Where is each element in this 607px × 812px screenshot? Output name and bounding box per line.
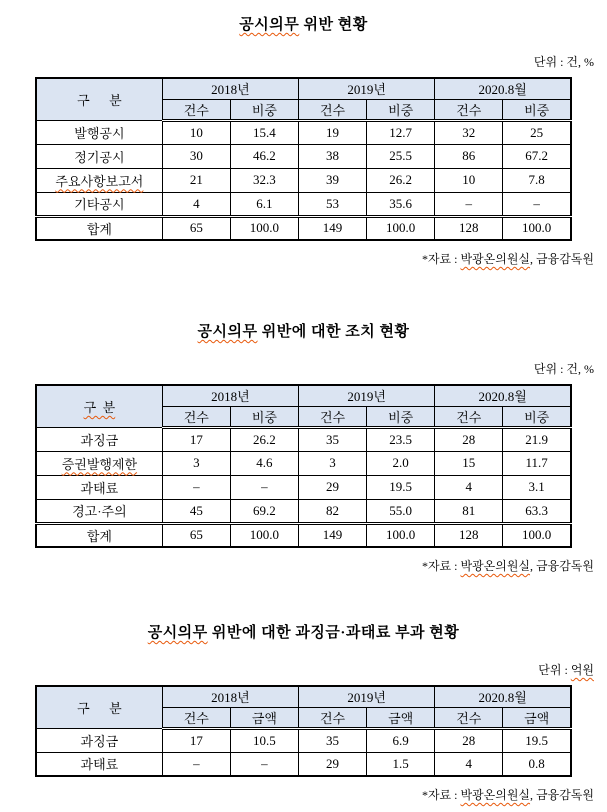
row-label: 경고·주의 xyxy=(36,499,162,523)
cell-value: 25.5 xyxy=(367,144,435,168)
section-title xyxy=(0,621,607,642)
title-rest-text: 위반에 대한 조치 현황 xyxy=(257,324,410,340)
measures-status-table xyxy=(35,384,572,548)
table-row xyxy=(36,475,571,499)
cell-value: 15.4 xyxy=(230,120,298,144)
year-header-row xyxy=(36,686,571,707)
cell-value: 4 xyxy=(435,752,503,776)
cell-value: 11.7 xyxy=(503,451,571,475)
section-penalty-fine-status xyxy=(0,621,607,803)
category-header: 구 분 xyxy=(36,385,162,427)
year-header-2019: 2019년 xyxy=(298,385,434,406)
cell-value: 1.5 xyxy=(367,752,435,776)
cell-value: 35 xyxy=(298,427,366,451)
table-row xyxy=(36,120,571,144)
cell-value: 28 xyxy=(435,728,503,752)
sub-header: 비중 xyxy=(230,406,298,427)
cell-value: 10.5 xyxy=(230,728,298,752)
row-label: 기타공시 xyxy=(36,192,162,216)
unit-label: 단위 : 건, % xyxy=(533,362,594,376)
cell-value: 65 xyxy=(162,523,230,547)
section-title xyxy=(0,13,607,34)
cell-value: – xyxy=(435,192,503,216)
cell-value: 149 xyxy=(298,523,366,547)
cell-value: – xyxy=(230,475,298,499)
cell-value: 15 xyxy=(435,451,503,475)
year-header-2018: 2018년 xyxy=(162,78,298,99)
row-label: 주요사항보고서 xyxy=(36,168,162,192)
unit-label: 단위 : 억원 xyxy=(538,663,594,677)
row-label: 발행공시 xyxy=(36,120,162,144)
category-header: 구 분 xyxy=(36,78,162,120)
cell-value: 65 xyxy=(162,216,230,240)
cell-value: 128 xyxy=(435,216,503,240)
section-measures-status xyxy=(0,320,607,574)
row-label: 과태료 xyxy=(36,752,162,776)
cell-value: 10 xyxy=(162,120,230,144)
cell-value: 149 xyxy=(298,216,366,240)
sub-header: 건수 xyxy=(435,707,503,728)
cell-value: 21 xyxy=(162,168,230,192)
cell-value: 3 xyxy=(298,451,366,475)
cell-value: 17 xyxy=(162,427,230,451)
cell-value: 29 xyxy=(298,475,366,499)
violation-status-table xyxy=(35,77,572,241)
year-header-row xyxy=(36,385,571,406)
cell-value: 10 xyxy=(435,168,503,192)
table-row xyxy=(36,451,571,475)
title-marked-text: 공시의무 xyxy=(197,324,258,340)
cell-value: 12.7 xyxy=(367,120,435,144)
cell-value: 3.1 xyxy=(503,475,571,499)
cell-value: 35.6 xyxy=(367,192,435,216)
table-row xyxy=(36,192,571,216)
cell-value: 69.2 xyxy=(230,499,298,523)
cell-value: 100.0 xyxy=(503,523,571,547)
source-note: *자료 : 박광온의원실, 금융감독원 xyxy=(421,559,594,573)
row-label: 합계 xyxy=(36,523,162,547)
section-violation-status xyxy=(0,13,607,267)
cell-value: – xyxy=(230,752,298,776)
sub-header: 금액 xyxy=(230,707,298,728)
cell-value: 32 xyxy=(435,120,503,144)
sub-header: 건수 xyxy=(162,406,230,427)
cell-value: 17 xyxy=(162,728,230,752)
total-row xyxy=(36,523,571,547)
cell-value: 81 xyxy=(435,499,503,523)
sub-header: 비중 xyxy=(230,99,298,120)
table-row xyxy=(36,499,571,523)
cell-value: 82 xyxy=(298,499,366,523)
row-label: 과징금 xyxy=(36,728,162,752)
sub-header: 비중 xyxy=(367,406,435,427)
cell-value: 45 xyxy=(162,499,230,523)
row-label: 증권발행제한 xyxy=(36,451,162,475)
cell-value: – xyxy=(162,475,230,499)
category-header: 구 분 xyxy=(36,686,162,728)
table-row xyxy=(36,728,571,752)
cell-value: 46.2 xyxy=(230,144,298,168)
cell-value: 67.2 xyxy=(503,144,571,168)
cell-value: 38 xyxy=(298,144,366,168)
sub-header: 금액 xyxy=(503,707,571,728)
sub-header: 비중 xyxy=(367,99,435,120)
cell-value: 4 xyxy=(162,192,230,216)
cell-value: 28 xyxy=(435,427,503,451)
cell-value: 19 xyxy=(298,120,366,144)
cell-value: 63.3 xyxy=(503,499,571,523)
title-marked-text: 공시의무 xyxy=(239,17,300,33)
year-header-2020: 2020.8월 xyxy=(435,78,571,99)
cell-value: 35 xyxy=(298,728,366,752)
table-row xyxy=(36,144,571,168)
unit-label: 단위 : 건, % xyxy=(533,55,594,69)
total-row xyxy=(36,216,571,240)
sub-header: 건수 xyxy=(435,406,503,427)
sub-header: 건수 xyxy=(162,99,230,120)
cell-value: 100.0 xyxy=(367,523,435,547)
cell-value: 100.0 xyxy=(230,523,298,547)
year-header-2020: 2020.8월 xyxy=(435,686,571,707)
sub-header: 금액 xyxy=(367,707,435,728)
table-row xyxy=(36,752,571,776)
title-rest-text: 위반 현황 xyxy=(299,17,368,33)
source-note: *자료 : 박광온의원실, 금융감독원 xyxy=(421,252,594,266)
sub-header: 건수 xyxy=(298,406,366,427)
cell-value: 25 xyxy=(503,120,571,144)
sub-header: 건수 xyxy=(298,99,366,120)
sub-header: 비중 xyxy=(503,99,571,120)
year-header-2020: 2020.8월 xyxy=(435,385,571,406)
penalty-fine-table xyxy=(35,685,572,777)
cell-value: 53 xyxy=(298,192,366,216)
cell-value: 4.6 xyxy=(230,451,298,475)
sub-header: 건수 xyxy=(298,707,366,728)
cell-value: 21.9 xyxy=(503,427,571,451)
title-rest-text: 위반에 대한 과징금·과태료 부과 현황 xyxy=(207,625,460,641)
cell-value: 19.5 xyxy=(503,728,571,752)
year-header-2019: 2019년 xyxy=(298,78,434,99)
cell-value: 30 xyxy=(162,144,230,168)
cell-value: 100.0 xyxy=(503,216,571,240)
cell-value: 3 xyxy=(162,451,230,475)
cell-value: 55.0 xyxy=(367,499,435,523)
year-header-2018: 2018년 xyxy=(162,686,298,707)
cell-value: – xyxy=(503,192,571,216)
cell-value: 4 xyxy=(435,475,503,499)
row-label: 과징금 xyxy=(36,427,162,451)
cell-value: 86 xyxy=(435,144,503,168)
cell-value: 6.1 xyxy=(230,192,298,216)
row-label: 정기공시 xyxy=(36,144,162,168)
sub-header: 건수 xyxy=(435,99,503,120)
cell-value: 100.0 xyxy=(230,216,298,240)
source-note: *자료 : 박광온의원실, 금융감독원 xyxy=(421,788,594,802)
cell-value: 19.5 xyxy=(367,475,435,499)
cell-value: 7.8 xyxy=(503,168,571,192)
year-header-2018: 2018년 xyxy=(162,385,298,406)
row-label: 과태료 xyxy=(36,475,162,499)
year-header-2019: 2019년 xyxy=(298,686,434,707)
title-marked-text: 공시의무 xyxy=(147,625,208,641)
cell-value: 32.3 xyxy=(230,168,298,192)
section-title xyxy=(0,320,607,341)
table-row xyxy=(36,427,571,451)
cell-value: – xyxy=(162,752,230,776)
cell-value: 100.0 xyxy=(367,216,435,240)
cell-value: 26.2 xyxy=(230,427,298,451)
cell-value: 39 xyxy=(298,168,366,192)
cell-value: 26.2 xyxy=(367,168,435,192)
cell-value: 2.0 xyxy=(367,451,435,475)
row-label: 합계 xyxy=(36,216,162,240)
cell-value: 0.8 xyxy=(503,752,571,776)
cell-value: 23.5 xyxy=(367,427,435,451)
table-row xyxy=(36,168,571,192)
sub-header: 건수 xyxy=(162,707,230,728)
document-page xyxy=(0,13,607,812)
cell-value: 6.9 xyxy=(367,728,435,752)
cell-value: 29 xyxy=(298,752,366,776)
sub-header: 비중 xyxy=(503,406,571,427)
year-header-row xyxy=(36,78,571,99)
cell-value: 128 xyxy=(435,523,503,547)
